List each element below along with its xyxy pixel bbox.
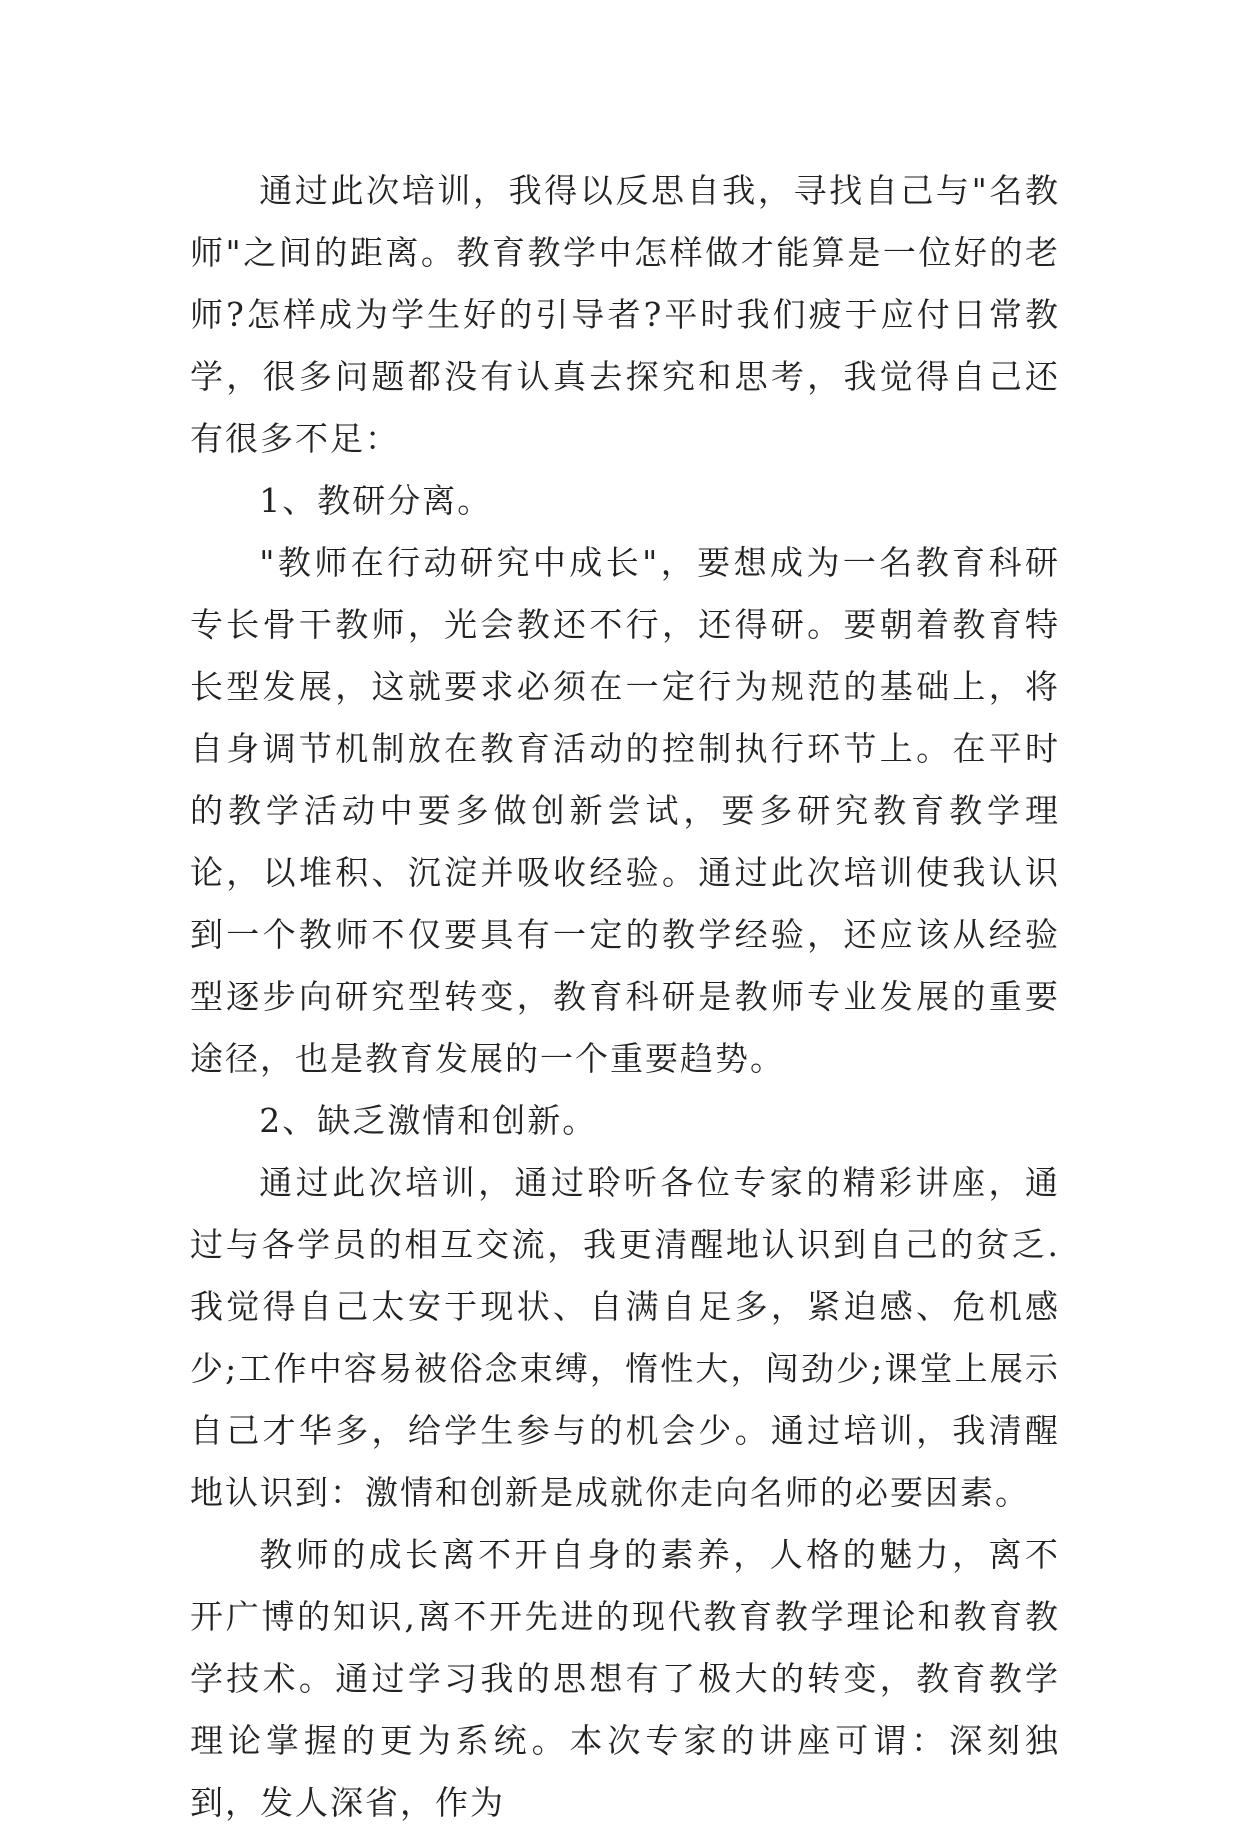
document-body [190,160,1060,1834]
section-heading-2: 2、缺乏激情和创新。 [259,1101,598,1140]
paragraph-intro: 通过此次培训，我得以反思自我，寻找自己与"名教师"之间的距离。教育教学中怎样做才能算是一位好的老师?怎样成为学生好的引导者?平时我们疲于应付日常教学，很多问题都没有认真去探究和思考，我觉得自己还有很多不足： [190,171,1060,458]
paragraph-research: "教师在行动研究中成长"，要想成为一名教育科研专长骨干教师，光会教还不行，还得研。要朝着教育特长型发展，这就要求必须在一定行为规范的基础上，将自身调节机制放在教育活动的控制执行环节上。在平时的教学活动中要多做创新尝试，要多研究教育教学理论，以堆积、沉淀并吸收经验。通过此次培训使我认识到一个教师不仅要具有一定的教学经验，还应该从经验型逐步向研究型转变，教育科研是教师专业发展的重要途径，也是教育发展的一个重要趋势。 [190,543,1060,1078]
section-heading-1: 1、教研分离。 [259,481,493,520]
paragraph-passion: 通过此次培训，通过聆听各位专家的精彩讲座，通过与各学员的相互交流，我更清醒地认识到自己的贫乏.我觉得自己太安于现状、自满自足多，紧迫感、危机感少;工作中容易被俗念束缚，惰性大，闯劲少;课堂上展示自己才华多，给学生参与的机会少。通过培训，我清醒地认识到：激情和创新是成就你走向名师的必要因素。 [190,1163,1060,1512]
paragraph-growth: 教师的成长离不开自身的素养，人格的魅力，离不开广博的知识,离不开先进的现代教育教学理论和教育教学技术。通过学习我的思想有了极大的转变，教育教学理论掌握的更为系统。本次专家的讲座可谓：深刻独到，发人深省，作为 [190,1535,1060,1822]
